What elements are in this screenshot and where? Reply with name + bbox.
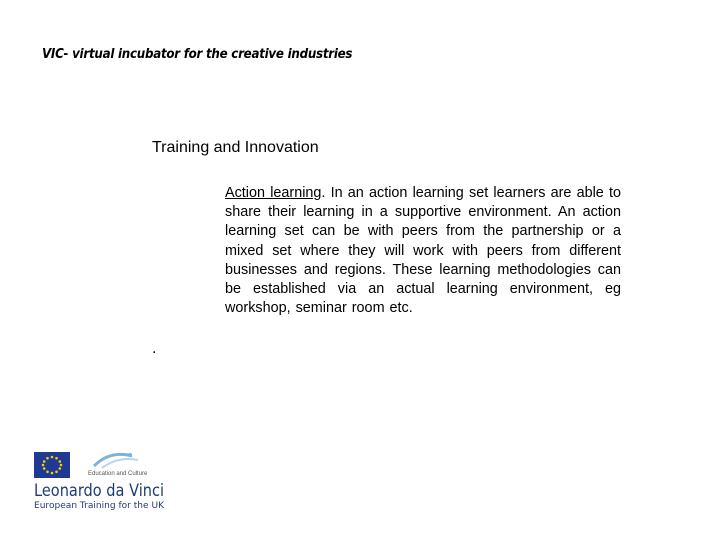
eu-flag-icon	[34, 452, 70, 478]
programme-name: Leonardo da Vinci	[34, 481, 164, 501]
programme-tagline: European Training for the UK	[34, 501, 166, 511]
stray-dot: .	[152, 340, 157, 357]
body-paragraph	[225, 184, 621, 318]
lead-term: Action learning	[225, 185, 322, 201]
page-header-title: VIC- virtual incubator for the creative industries	[42, 46, 353, 62]
section-heading: Training and Innovation	[152, 139, 319, 156]
leonardo-da-vinci-logo	[32, 446, 172, 512]
education-culture-swoosh-icon	[94, 453, 138, 468]
programme-label: Education and Culture	[88, 471, 148, 477]
paragraph-text: . In an action learning set learners are able to share their learning in a supportive environment. An action learning set can be with peers from the partnership or a mixed set where they will work with peers from different businesses and regions. These learning methodologies can be established via an actual learning environment, eg workshop, seminar room etc.	[225, 185, 621, 317]
